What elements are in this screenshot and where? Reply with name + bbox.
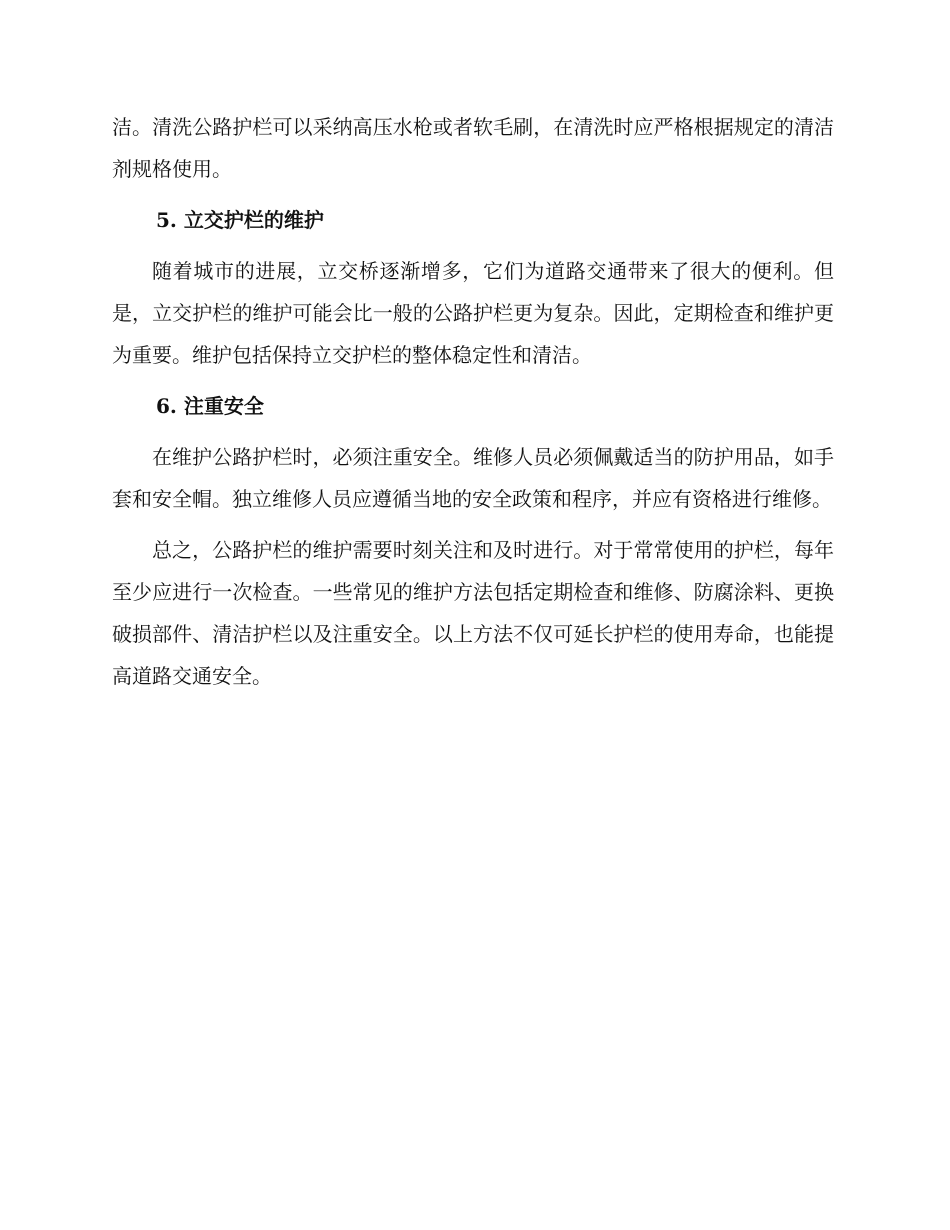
paragraph-section-5: 随着城市的进展，立交桥逐渐增多，它们为道路交通带来了很大的便利。但是，立交护栏的维护可能会比一般的公路护栏更为复杂。因此，定期检查和维护更为重要。维护包括保持立交护栏的整体稳定性和清洁。 (112, 259, 834, 367)
paragraph-continued: 洁。清洗公路护栏可以采纳高压水枪或者软毛刷，在清洗时应严格根据规定的清洁剂规格使用。 (112, 115, 834, 181)
document-body (112, 106, 834, 697)
section-heading-5: 5. 立交护栏的维护 (156, 208, 324, 232)
section-heading-6: 6. 注重安全 (156, 394, 264, 418)
paragraph-section-6: 在维护公路护栏时，必须注重安全。维修人员必须佩戴适当的防护用品，如手套和安全帽。独立维修人员应遵循当地的安全政策和程序，并应有资格进行维修。 (112, 445, 834, 511)
paragraph-summary: 总之，公路护栏的维护需要时刻关注和及时进行。对于常常使用的护栏，每年至少应进行一次检查。一些常见的维护方法包括定期检查和维修、防腐涂料、更换破损部件、清洁护栏以及注重安全。以上方法不仅可延长护栏的使用寿命，也能提高道路交通安全。 (112, 538, 834, 688)
